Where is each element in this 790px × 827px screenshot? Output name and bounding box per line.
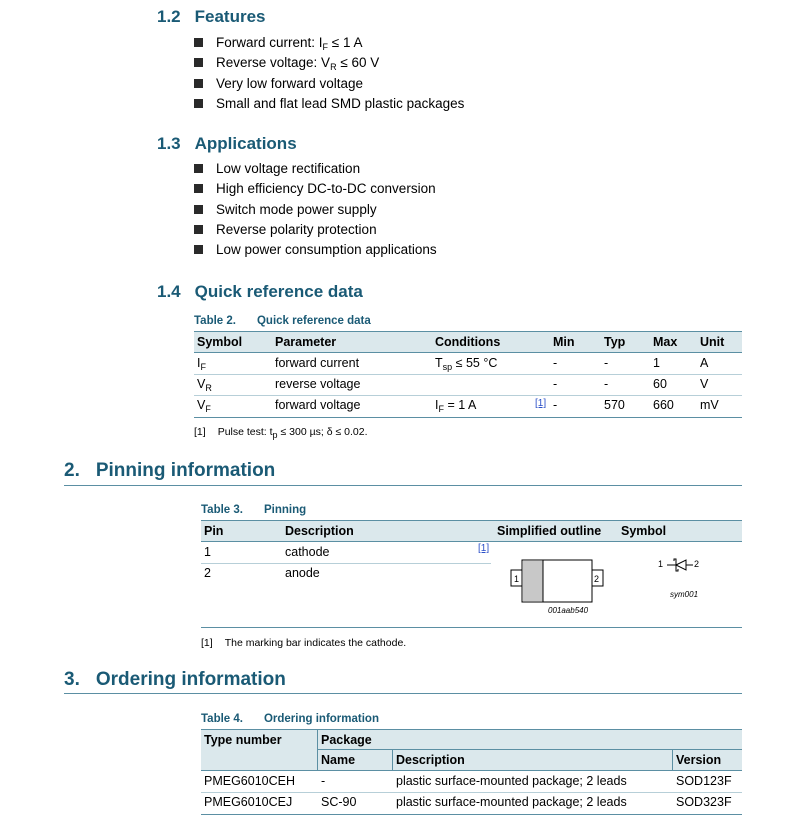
outline-pin-1-label: 1 bbox=[514, 574, 520, 584]
symbol-pin-2-label: 2 bbox=[694, 559, 700, 569]
table-4-caption: Table 4. Ordering information bbox=[201, 713, 379, 725]
table-3-footnote: [1] The marking bar indicates the cathode. bbox=[201, 637, 407, 649]
schottky-diode-icon bbox=[665, 558, 695, 574]
application-item: Reverse polarity protection bbox=[194, 222, 377, 237]
table-row: PMEG6010CEJ SC-90 plastic surface-mounted package; 2 leads SOD323F bbox=[204, 795, 732, 809]
table-row: 1 cathode [1] bbox=[204, 543, 490, 559]
diode-symbol bbox=[658, 558, 708, 604]
table-row: $I_F$ forward current $T_{sp} \le 55$ °C - - 1 A bbox=[197, 356, 709, 372]
footnote-ref-link[interactable]: [1] bbox=[535, 398, 547, 409]
table-2-header-rule bbox=[194, 352, 742, 353]
table-2-bottom-rule bbox=[194, 417, 742, 418]
feature-item bbox=[194, 96, 464, 111]
section-3-heading: 3. Ordering information bbox=[64, 669, 286, 690]
row-divider bbox=[201, 563, 491, 564]
bullet-square-icon bbox=[194, 99, 203, 108]
feature-item bbox=[194, 35, 362, 50]
bullet-square-icon bbox=[194, 205, 203, 214]
section-1-2-heading: 1.2 Features bbox=[157, 7, 266, 26]
feature-text: Forward current: $I_F \le 1$ A bbox=[216, 35, 363, 52]
table-4-bottom-rule bbox=[201, 814, 742, 815]
bullet-square-icon bbox=[194, 225, 203, 234]
feature-item bbox=[194, 55, 379, 70]
table-2-header-row: Symbol Parameter Conditions Min Typ Max Unit bbox=[194, 332, 742, 352]
application-item: Switch mode power supply bbox=[194, 202, 377, 217]
row-divider bbox=[201, 792, 742, 793]
section-1-3-heading: 1.3 Applications bbox=[157, 134, 297, 153]
table-3-header-row: Pin Description Simplified outline Symbol bbox=[201, 521, 742, 541]
table-2-footnote: [1] Pulse test: $t_p \le 300$ µs; δ ≤ 0.02. bbox=[194, 426, 368, 440]
table-3-bottom-rule bbox=[201, 627, 742, 628]
application-item: Low voltage rectification bbox=[194, 161, 360, 176]
table-3-caption: Table 3. Pinning bbox=[201, 504, 307, 516]
table-row: PMEG6010CEH - plastic surface-mounted package; 2 leads SOD123F bbox=[204, 774, 732, 788]
feature-text: Reverse voltage: $V_R \le 60$ V bbox=[216, 55, 380, 72]
symbol-pin-1-label: 1 bbox=[658, 559, 664, 569]
section-2-heading: 2. Pinning information bbox=[64, 460, 276, 481]
section-2-rule bbox=[64, 485, 742, 486]
table-3-header-rule bbox=[201, 541, 742, 542]
simplified-outline-diagram bbox=[510, 559, 606, 617]
bullet-square-icon bbox=[194, 164, 203, 173]
bullet-square-icon bbox=[194, 58, 203, 67]
outline-code: 001aab540 bbox=[548, 606, 589, 615]
symbol-code: sym001 bbox=[670, 590, 699, 599]
section-1-4-heading: 1.4 Quick reference data bbox=[157, 282, 363, 301]
feature-text: Small and flat lead SMD plastic packages bbox=[216, 96, 465, 111]
bullet-square-icon bbox=[194, 184, 203, 193]
section-3-rule bbox=[64, 693, 742, 694]
feature-item bbox=[194, 76, 363, 91]
outline-pin-2-label: 2 bbox=[594, 574, 600, 584]
table-4-header-rule bbox=[201, 770, 742, 771]
row-divider bbox=[194, 374, 742, 375]
application-item: High efficiency DC-to-DC conversion bbox=[194, 181, 436, 196]
table-4-header-area: Type number Package Name Description Version bbox=[201, 730, 742, 770]
footnote-ref-link[interactable]: [1] bbox=[478, 543, 490, 554]
bullet-square-icon bbox=[194, 38, 203, 47]
feature-text: Very low forward voltage bbox=[216, 76, 364, 91]
row-divider bbox=[194, 395, 742, 396]
table-row: 2 anode bbox=[204, 566, 320, 580]
bullet-square-icon bbox=[194, 79, 203, 88]
table-row: $V_R$ reverse voltage - - 60 V bbox=[197, 377, 709, 393]
table-row: $V_F$ forward voltage $I_F = 1$ A [1] - 570 660 mV bbox=[197, 398, 719, 414]
application-item: Low power consumption applications bbox=[194, 242, 437, 257]
bullet-square-icon bbox=[194, 245, 203, 254]
table-2-caption: Table 2. Quick reference data bbox=[194, 315, 371, 327]
